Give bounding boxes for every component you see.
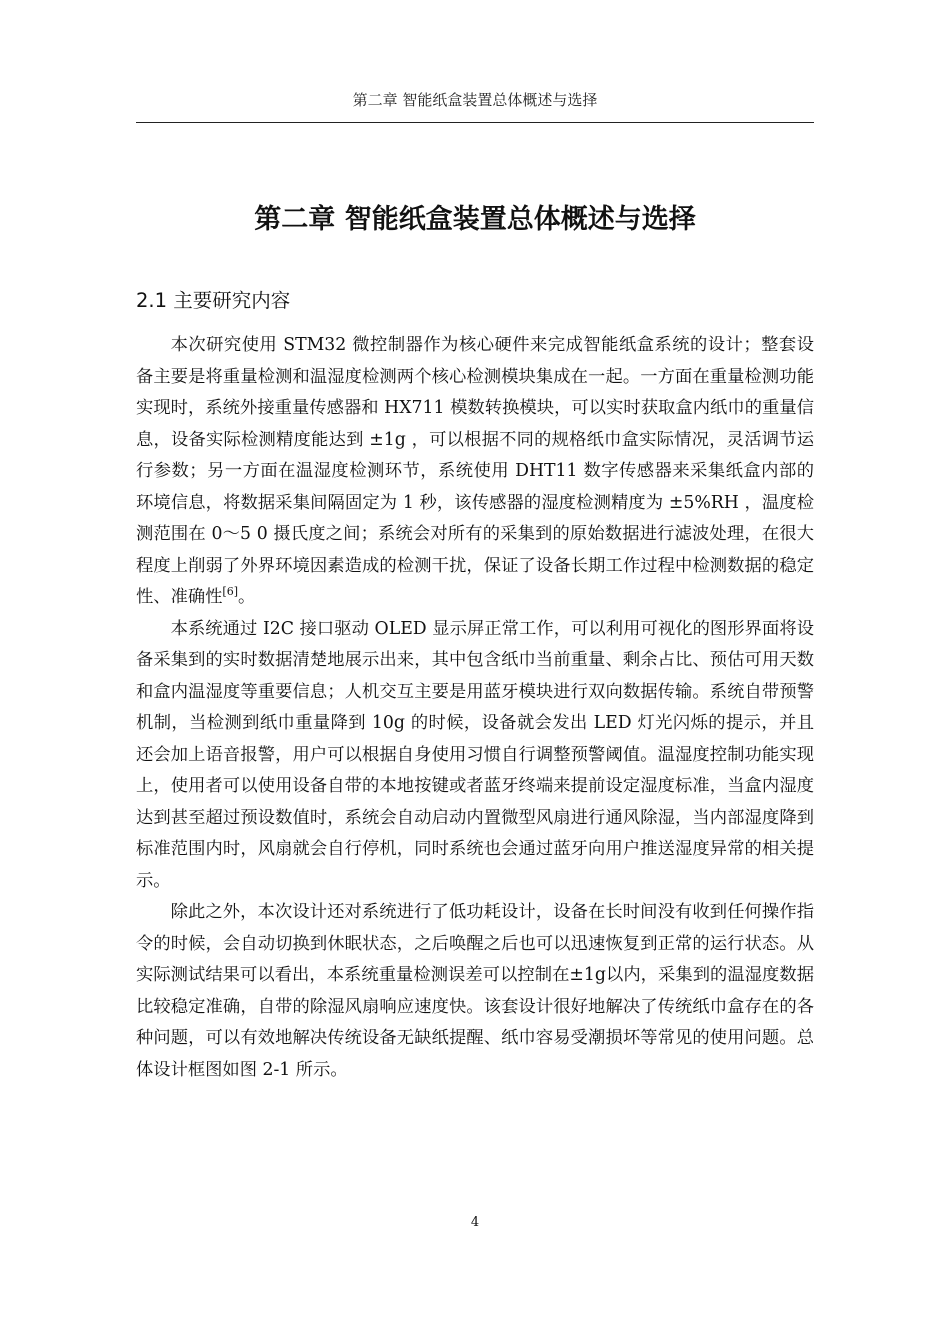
paragraph-1-text: 本次研究使用 STM32 微控制器作为核心硬件来完成智能纸盒系统的设计；整套设备主要是将重量检测和温湿度检测两个核心检测模块集成在一起。一方面在重量检测功能实现时，系统外接重量传感器和 HX711 模数转换模块，可以实时获取盒内纸巾的重量信息，设备实际检测精度能达到 ±1g ，可以根据不同的规格纸巾盒实际情况，灵活调节运行参数；另一方面在温湿度检测环节，系统使用 DHT11 数字传感器来采集纸盒内部的环境信息，将数据采集间隔固定为 1 秒，该传感器的湿度检测精度为 ±5%RH ，温度检测范围在 0～5 0 摄氏度之间；系统会对所有的采集到的原始数据进行滤波处理，在很大程度上削弱了外界环境因素造成的检测干扰，保证了设备长期工作过程中检测数据的稳定性、准确性 (136, 335, 814, 607)
header-divider (136, 122, 814, 123)
paragraph-3: 除此之外，本次设计还对系统进行了低功耗设计，设备在长时间没有收到任何操作指令的时候，会自动切换到休眠状态，之后唤醒之后也可以迅速恢复到正常的运行状态。从实际测试结果可以看出，本系统重量检测误差可以控制在±1g以内，采集到的温湿度数据比较稳定准确，自带的除湿风扇响应速度快。该套设计很好地解决了传统纸巾盒存在的各种问题，可以有效地解决传统设备无缺纸提醒、纸巾容易受潮损坏等常见的使用问题。总体设计框图如图 2-1 所示。 (136, 902, 814, 1080)
chapter-title: 第二章 智能纸盒装置总体概述与选择 (254, 204, 696, 235)
section-title: 主要研究内容 (173, 289, 291, 312)
section-number: 2.1 (136, 289, 168, 312)
section-heading (136, 286, 290, 316)
running-header: 第二章 智能纸盒装置总体概述与选择 (352, 91, 598, 109)
paragraph-1-tail: 。 (238, 587, 256, 607)
page-number: 4 (470, 1215, 480, 1230)
body-text (136, 330, 814, 1086)
citation-ref: [6] (222, 585, 239, 599)
paragraph-1 (136, 330, 814, 614)
paragraph-2: 本系统通过 I2C 接口驱动 OLED 显示屏正常工作，可以利用可视化的图形界面将设备采集到的实时数据清楚地展示出来，其中包含纸巾当前重量、剩余占比、预估可用天数和盒内温湿度等重要信息；人机交互主要是用蓝牙模块进行双向数据传输。系统自带预警机制，当检测到纸巾重量降到 10g 的时候，设备就会发出 LED 灯光闪烁的提示，并且还会加上语音报警，用户可以根据自身使用习惯自行调整预警阈值。温湿度控制功能实现上，使用者可以使用设备自带的本地按键或者蓝牙终端来提前设定湿度标准，当盒内湿度达到甚至超过预设数值时，系统会自动启动内置微型风扇进行通风除湿，当内部湿度降到标准范围内时，风扇就会自行停机，同时系统也会通过蓝牙向用户推送湿度异常的相关提示。 (136, 618, 814, 891)
